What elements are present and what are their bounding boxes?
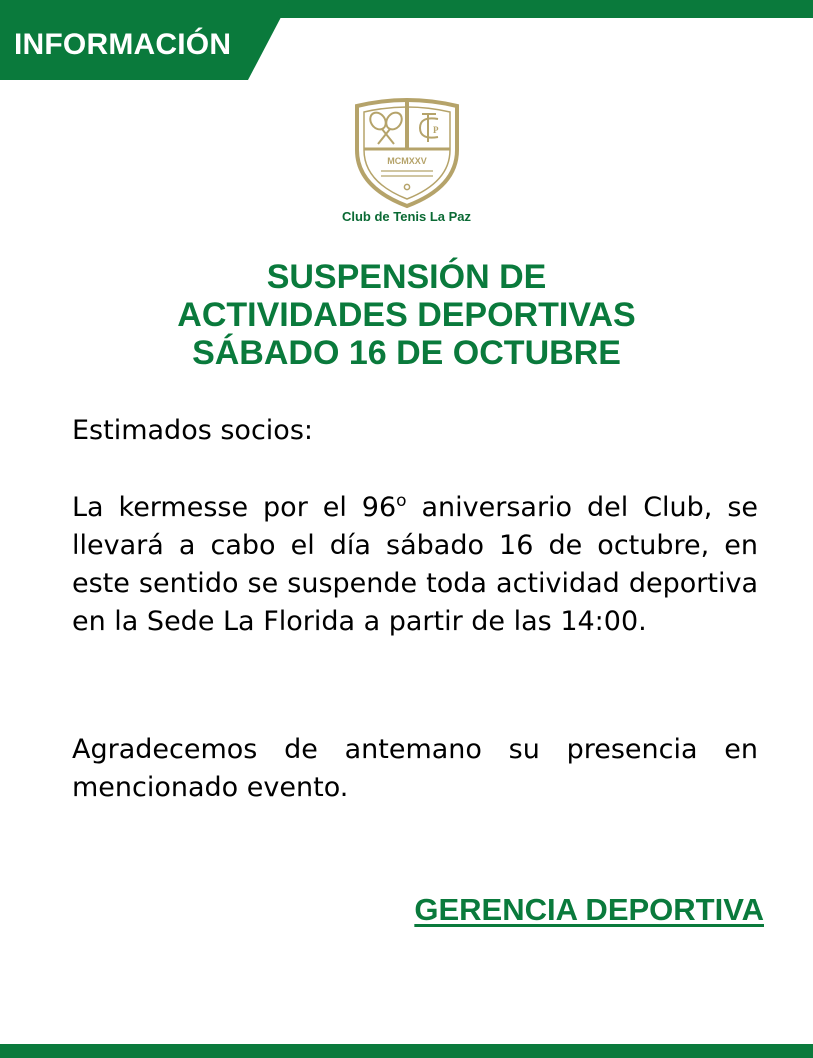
announcement-paragraph	[72, 489, 758, 641]
greeting: Estimados socios:	[72, 415, 313, 446]
title-line-1: SUSPENSIÓN DE	[266, 258, 547, 296]
paragraph-text-start: La kermesse por el 96	[72, 492, 397, 523]
info-tab-label: INFORMACIÓN	[14, 28, 232, 61]
svg-text:MCMXXV: MCMXXV	[387, 156, 427, 166]
ordinal-superscript: o	[396, 491, 407, 511]
club-name: Club de Tenis La Paz	[341, 209, 472, 224]
notice-title	[40, 258, 773, 372]
signature: GERENCIA DEPORTIVA	[414, 892, 764, 927]
club-crest-icon	[354, 92, 460, 210]
bottom-bar	[0, 1044, 813, 1058]
paragraph-text-end: aniversario del Club, se llevará a cabo el día sábado 16 de octubre, en este sentido se suspende toda actividad deportiva en la Sede La Florida a partir de las 14:00.	[72, 492, 758, 637]
title-line-2: ACTIVIDADES DEPORTIVAS	[177, 296, 636, 334]
title-line-3: SÁBADO 16 DE OCTUBRE	[192, 334, 621, 372]
thanks-paragraph: Agradecemos de antemano su presencia en mencionado evento.	[72, 734, 758, 803]
svg-text:P: P	[433, 125, 439, 135]
